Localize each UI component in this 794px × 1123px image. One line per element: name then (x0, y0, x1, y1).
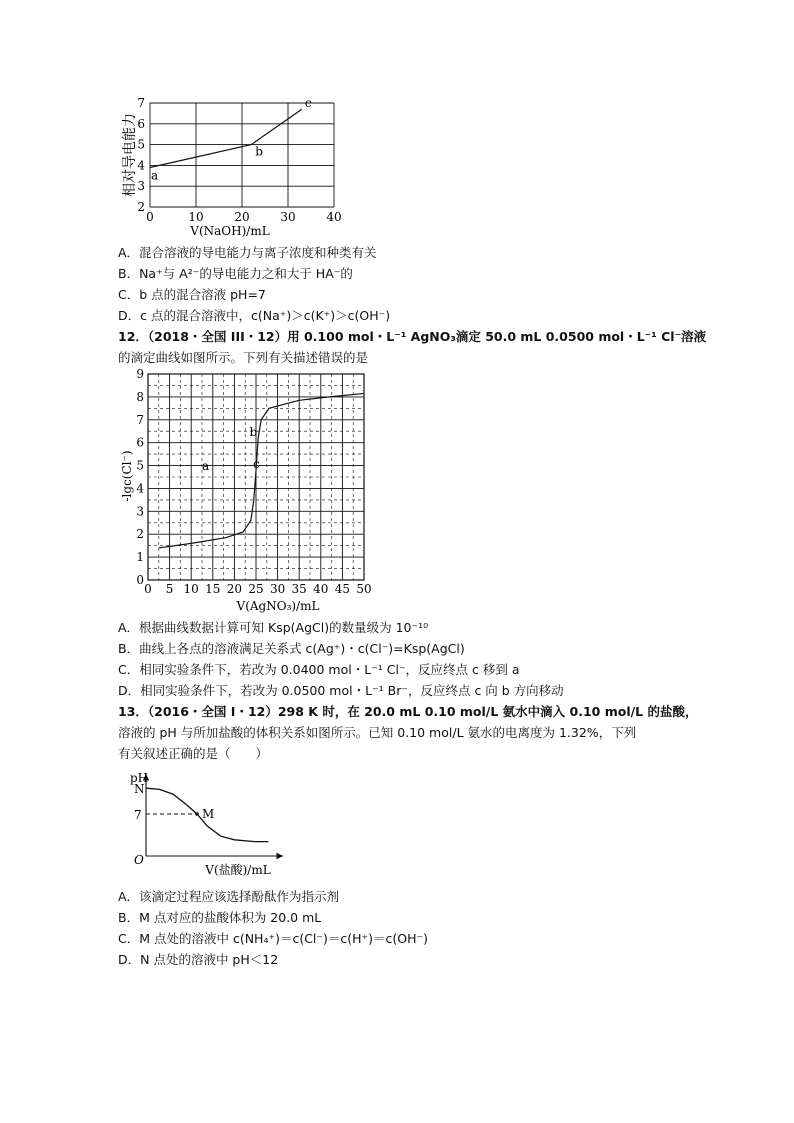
y-tick-label: 8 (136, 389, 144, 404)
titration-curve (159, 393, 364, 548)
point-b-label: b (249, 424, 258, 439)
x-axis-label: V(NaOH)/mL (190, 224, 270, 238)
x-tick-label: 0 (144, 582, 152, 596)
x-axis-label: V(盐酸)/mL (205, 863, 271, 877)
q13-option-a: A．该滴定过程应该选择酚酞作为指示剂 (118, 889, 340, 904)
y-tick-label: 7 (136, 412, 144, 427)
q12-option-b: B．曲线上各点的溶液满足关系式 c(Ag⁺)・c(Cl⁻)=Ksp(AgCl) (118, 641, 465, 656)
point-M-label: M (202, 807, 215, 821)
titration-chart (118, 366, 380, 614)
ph-curve-chart (118, 768, 288, 880)
x-tick-label: 40 (326, 210, 342, 224)
y-tick-label: 2 (136, 527, 144, 542)
y-axis-label: 相对导电能力 (122, 113, 138, 197)
conductivity-chart (118, 95, 378, 240)
x-tick-label: 30 (280, 210, 296, 224)
x-axis-label: V(AgNO₃)/mL (236, 599, 320, 613)
y-tick-label: 9 (136, 367, 144, 381)
y-axis-label: -lgc(Cl⁻) (120, 450, 134, 502)
y-tick-label: 3 (137, 179, 145, 194)
y-tick-label: 0 (136, 573, 144, 587)
q12-stem-line-2: 的滴定曲线如图所示。下列有关描述错误的是 (118, 350, 369, 365)
y-tick-label: 6 (137, 116, 145, 131)
q12-option-d: D．相同实验条件下，若改为 0.0500 mol・L⁻¹ Br⁻，反应终点 c 向 b 方向移动 (118, 683, 564, 698)
q12-option-c: C．相同实验条件下，若改为 0.0400 mol・L⁻¹ Cl⁻，反应终点 c 移到 a (118, 662, 520, 677)
x-tick-label: 0 (146, 210, 154, 224)
point-a-label: a (202, 459, 210, 474)
y-tick-label: 3 (136, 504, 144, 519)
point-N-label: N (134, 782, 145, 797)
q12-stem-line-1: 12．（2018・全国 III・12）用 0.100 mol・L⁻¹ AgNO₃滴定 50.0 mL 0.0500 mol・L⁻¹ Cl⁻溶液 (118, 329, 707, 344)
x-tick-label: 35 (291, 582, 307, 596)
y-tick-label: 7 (137, 96, 145, 110)
x-tick-label: 10 (183, 582, 199, 596)
x-tick-label: 20 (226, 582, 243, 596)
y-tick-label: 4 (137, 158, 145, 173)
point-c-label: c (304, 96, 312, 111)
q13-stem-line-1: 13．（2016・全国 I・12）298 K 时，在 20.0 mL 0.10 mol/L 氨水中滴入 0.10 mol/L 的盐酸， (118, 704, 698, 719)
q13-option-d: D．N 点处的溶液中 pH＜12 (118, 952, 279, 967)
y-tick-label: 6 (136, 435, 144, 450)
x-tick-label: 20 (234, 210, 250, 224)
q11-option-c: C．b 点的混合溶液 pH=7 (118, 287, 266, 302)
y-tick-label: 4 (136, 481, 144, 496)
point-c-label: c (252, 456, 260, 471)
q12-option-a: A．根据曲线数据计算可知 Ksp(AgCl)的数量级为 10⁻¹⁰ (118, 620, 429, 635)
q11-option-b: B．Na⁺与 A²⁻的导电能力之和大于 HA⁻的 (118, 266, 353, 281)
x-tick-label: 40 (313, 582, 329, 596)
point-a-label: a (151, 168, 159, 183)
q13-option-c: C．M 点处的溶液中 c(NH₄⁺)＝c(Cl⁻)＝c(H⁺)＝c(OH⁻) (118, 931, 428, 946)
y-axis-label: pH (130, 771, 149, 785)
x-tick-label: 50 (356, 582, 372, 596)
conductivity-line (150, 109, 302, 167)
q13-stem-line-3: 有关叙述正确的是（ ） (118, 746, 269, 761)
q11-option-d: D．c 点的混合溶液中，c(Na⁺)＞c(K⁺)＞c(OH⁻) (118, 308, 391, 323)
q13-option-b: B．M 点对应的盐酸体积为 20.0 mL (118, 910, 322, 925)
y-tick-label: 5 (137, 137, 145, 152)
y-tick-label: 1 (136, 550, 144, 565)
x-tick-label: 10 (188, 210, 204, 224)
x-tick-label: 15 (205, 582, 221, 596)
point-b-label: b (255, 144, 263, 159)
q11-option-a: A．混合溶液的导电能力与离子浓度和种类有关 (118, 245, 377, 260)
point-m-marker (195, 812, 199, 816)
y-tick-label: 5 (136, 458, 144, 473)
x-tick-label: 5 (165, 582, 174, 596)
x-tick-label: 30 (269, 582, 286, 596)
point-7-label: 7 (134, 808, 142, 822)
y-tick-label: 2 (137, 200, 145, 214)
origin-label: O (134, 853, 144, 867)
q13-stem-line-2: 溶液的 pH 与所加盐酸的体积关系如图所示。已知 0.10 mol/L 氨水的电离度为 1.32%，下列 (118, 725, 637, 740)
x-tick-label: 45 (334, 582, 351, 596)
x-tick-label: 25 (248, 582, 264, 596)
